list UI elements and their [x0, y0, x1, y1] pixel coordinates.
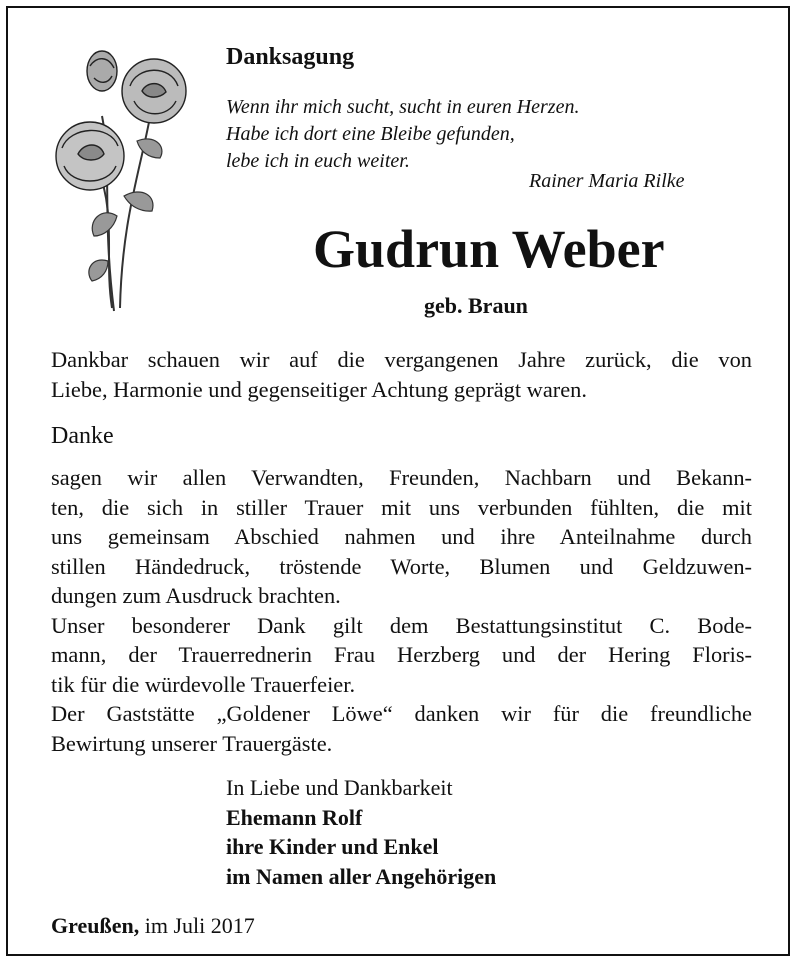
closing-phrase: In Liebe und Dankbarkeit — [226, 775, 453, 800]
quote-line: Habe ich dort eine Bleibe gefunden, — [226, 123, 515, 145]
place-and-date — [51, 913, 255, 939]
text-line: Unser besonderer Dank gilt dem Bestattungsinstitut C. Bode- — [51, 612, 752, 638]
quote-line: Wenn ihr mich sucht, sucht in euren Herzen. — [226, 96, 580, 118]
text-line: Dankbar schauen wir auf die vergangenen Jahre zurück, die von — [51, 347, 752, 372]
notice-heading: Danksagung — [226, 44, 355, 70]
text-line: Der Gaststätte „Goldener Löwe“ danken wir für die freundliche — [51, 701, 752, 726]
place: Greußen, — [51, 913, 140, 938]
intro-paragraph — [51, 345, 752, 404]
text-line: mann, der Trauerrednerin Frau Herzberg und der Hering Floris- — [51, 642, 752, 667]
deceased-name: Gudrun Weber — [313, 219, 665, 279]
thanks-heading: Danke — [51, 423, 114, 449]
signer: Ehemann Rolf — [226, 804, 363, 830]
text-line: tik für die würdevolle Trauerfeier. — [51, 671, 356, 697]
signer: ihre Kinder und Enkel — [226, 834, 439, 859]
thanks-paragraph — [51, 463, 752, 758]
roses-illustration — [42, 46, 202, 316]
text-line: uns gemeinsam Abschied nahmen und ihre Anteilnahme durch — [51, 524, 752, 549]
text-line: stillen Händedruck, tröstende Worte, Blumen und Geldzuwen- — [51, 553, 752, 579]
quote-line: lebe ich in euch weiter. — [226, 150, 410, 172]
text-line: sagen wir allen Verwandten, Freunden, Nachbarn und Bekann- — [51, 465, 752, 490]
quote — [226, 94, 579, 175]
maiden-name: geb. Braun — [424, 293, 528, 318]
text-line: dungen zum Ausdruck brachten. — [51, 583, 341, 608]
text-line: ten, die sich in stiller Trauer mit uns verbunden fühlten, die mit — [51, 494, 752, 520]
text-line: Liebe, Harmonie und gegenseitiger Achtung geprägt waren. — [51, 376, 587, 402]
obituary-notice — [6, 6, 790, 956]
date: im Juli 2017 — [139, 913, 255, 938]
signoff — [226, 773, 496, 891]
text-line: Bewirtung unserer Trauergäste. — [51, 730, 333, 756]
quote-author: Rainer Maria Rilke — [529, 170, 685, 192]
signer: im Namen aller Angehörigen — [226, 863, 497, 889]
